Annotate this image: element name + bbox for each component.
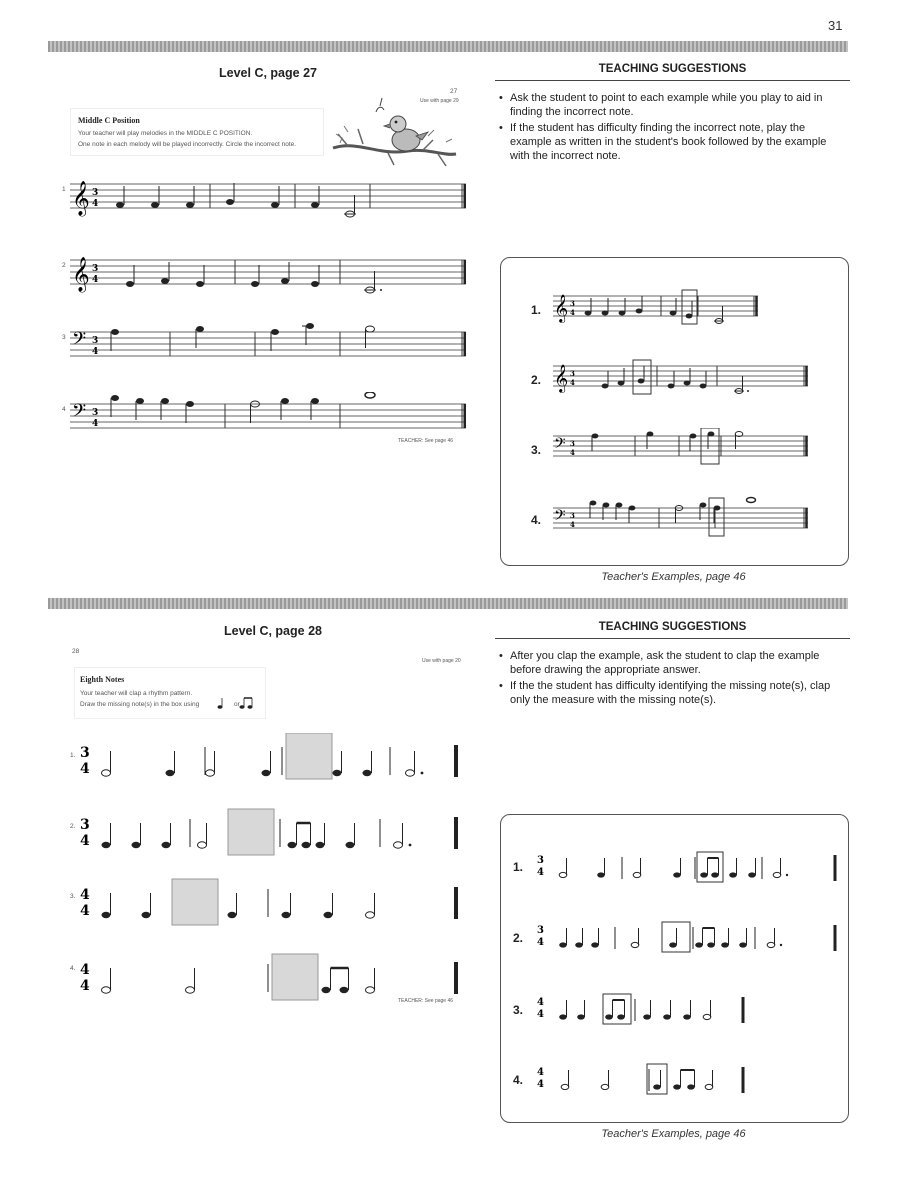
panel-staff-4 xyxy=(553,496,808,540)
svg-text:4: 4 xyxy=(80,903,90,919)
svg-text:4: 4 xyxy=(537,937,544,948)
svg-text:4: 4 xyxy=(92,275,99,285)
teachers-examples-caption: Teacher's Examples, page 46 xyxy=(601,571,746,583)
note-symbols-icon xyxy=(216,695,256,711)
svg-text:3: 3 xyxy=(80,817,90,833)
bass-clef-icon: 𝄢 xyxy=(554,435,566,456)
book-page-27-thumbnail xyxy=(58,86,466,448)
svg-text:3: 3 xyxy=(570,439,575,448)
panel-label-3: 3. xyxy=(531,443,542,457)
teaching-suggestions-list xyxy=(497,649,832,709)
book-instruction-1: Your teacher will clap a rhythm pattern. xyxy=(80,690,193,697)
svg-text:4: 4 xyxy=(80,978,90,994)
svg-text:3: 3 xyxy=(80,745,90,761)
page-number: 31 xyxy=(828,18,843,33)
bass-clef-icon: 𝄢 xyxy=(72,401,87,426)
svg-text:3: 3 xyxy=(570,369,575,378)
book-rhythm-2 xyxy=(80,805,465,857)
panel-rhythm-4 xyxy=(537,1061,842,1097)
svg-text:3: 3 xyxy=(570,511,575,520)
book-page-number: 27 xyxy=(450,88,458,95)
svg-text:3: 3 xyxy=(92,336,99,346)
bass-clef-icon: 𝄢 xyxy=(554,507,566,528)
example-number-2: 2 xyxy=(62,262,66,269)
book-use-with-note: Use with page 20 xyxy=(422,658,461,664)
svg-text:3: 3 xyxy=(537,855,544,866)
panel-label-1: 1. xyxy=(513,860,524,874)
treble-clef-icon: 𝄞 xyxy=(554,294,569,322)
svg-text:3: 3 xyxy=(570,299,575,308)
svg-text:3: 3 xyxy=(92,188,99,198)
book-staff-2 xyxy=(70,250,466,294)
panel-staff-3 xyxy=(553,428,808,468)
svg-text:4: 4 xyxy=(537,997,544,1008)
panel-rhythm-1 xyxy=(537,849,842,885)
teaching-title-rule xyxy=(495,80,850,81)
suggestion-item: • Ask the student to point to each example while you play to aid in finding the incorrect note. xyxy=(497,91,832,119)
svg-text:3: 3 xyxy=(92,408,99,418)
panel-label-3: 3. xyxy=(513,1003,524,1017)
panel-staff-2 xyxy=(553,358,808,398)
teachers-examples-caption: Teacher's Examples, page 46 xyxy=(601,1128,746,1140)
svg-text:4: 4 xyxy=(92,199,99,209)
level-title-page-27: Level C, page 27 xyxy=(219,66,317,80)
example-number-1: 1. xyxy=(70,752,76,759)
svg-text:3: 3 xyxy=(92,264,99,274)
svg-text:4: 4 xyxy=(537,1067,544,1078)
example-number-3: 3. xyxy=(70,893,76,900)
suggestion-item: • If the student has difficulty finding the incorrect note, play the example as written in the student's book followed by the example with the incorrect note. xyxy=(497,121,832,163)
teaching-suggestions-title: TEACHING SUGGESTIONS xyxy=(598,621,747,633)
svg-text:4: 4 xyxy=(80,962,90,978)
panel-label-1: 1. xyxy=(531,303,542,317)
book-page-number: 28 xyxy=(72,648,80,655)
example-number-4: 4. xyxy=(70,965,76,972)
teachers-examples-panel xyxy=(500,257,849,566)
book-use-with-note: Use with page 29 xyxy=(420,98,459,104)
svg-text:4: 4 xyxy=(570,448,575,457)
teaching-title-rule xyxy=(495,638,850,639)
suggestion-item: • If the the student has difficulty identifying the missing note(s), clap only the measure with the missing note(s). xyxy=(497,679,832,707)
example-number-2: 2. xyxy=(70,823,76,830)
svg-text:4: 4 xyxy=(570,308,575,317)
section-divider-band xyxy=(48,41,848,52)
panel-label-2: 2. xyxy=(531,373,542,387)
level-title-page-28: Level C, page 28 xyxy=(224,624,322,638)
treble-clef-icon: 𝄞 xyxy=(72,181,90,216)
example-number-4: 4 xyxy=(62,406,66,413)
book-heading: Eighth Notes xyxy=(80,675,125,684)
svg-text:4: 4 xyxy=(537,867,544,878)
bird-on-branch-illustration xyxy=(328,96,458,171)
book-page-28-thumbnail xyxy=(60,645,470,1015)
book-rhythm-3 xyxy=(80,875,465,927)
svg-text:4: 4 xyxy=(92,419,99,429)
svg-text:4: 4 xyxy=(537,1079,544,1090)
treble-clef-icon: 𝄞 xyxy=(72,257,90,292)
example-number-3: 3 xyxy=(62,334,66,341)
svg-text:3: 3 xyxy=(537,925,544,936)
example-number-1: 1 xyxy=(62,186,66,193)
book-instruction-1: Your teacher will play melodies in the MIDDLE C POSITION. xyxy=(78,130,253,137)
svg-text:4: 4 xyxy=(80,833,90,849)
svg-text:4: 4 xyxy=(92,347,99,357)
book-instruction-2: One note in each melody will be played incorrectly. Circle the incorrect note. xyxy=(78,141,297,148)
svg-text:4: 4 xyxy=(80,761,90,777)
svg-text:4: 4 xyxy=(537,1009,544,1020)
treble-clef-icon: 𝄞 xyxy=(554,364,569,392)
panel-label-2: 2. xyxy=(513,931,524,945)
panel-rhythm-2 xyxy=(537,919,842,955)
book-instruction-or: or xyxy=(234,701,240,708)
teaching-suggestions-title: TEACHING SUGGESTIONS xyxy=(598,63,747,75)
suggestion-item: • After you clap the example, ask the student to clap the example before drawing the appropriate answer. xyxy=(497,649,832,677)
book-teacher-note: TEACHER: See page 46 xyxy=(398,438,454,444)
svg-text:4: 4 xyxy=(80,887,90,903)
panel-rhythm-3 xyxy=(537,991,842,1027)
panel-label-4: 4. xyxy=(531,513,542,527)
section-divider-band xyxy=(48,598,848,609)
book-rhythm-4 xyxy=(80,950,465,1002)
book-teacher-note: TEACHER: See page 46 xyxy=(398,998,454,1004)
teaching-suggestions-list xyxy=(497,91,832,165)
bass-clef-icon: 𝄢 xyxy=(72,329,87,354)
teachers-examples-panel xyxy=(500,814,849,1123)
book-instruction-2: Draw the missing note(s) in the box using xyxy=(80,701,200,708)
svg-text:4: 4 xyxy=(570,378,575,387)
panel-label-4: 4. xyxy=(513,1073,524,1087)
book-staff-1 xyxy=(70,174,466,218)
book-heading: Middle C Position xyxy=(78,116,140,125)
svg-text:4: 4 xyxy=(570,520,575,529)
book-staff-3 xyxy=(70,322,466,366)
panel-staff-1 xyxy=(553,288,758,328)
book-staff-4 xyxy=(70,392,466,436)
book-rhythm-1 xyxy=(80,733,465,785)
